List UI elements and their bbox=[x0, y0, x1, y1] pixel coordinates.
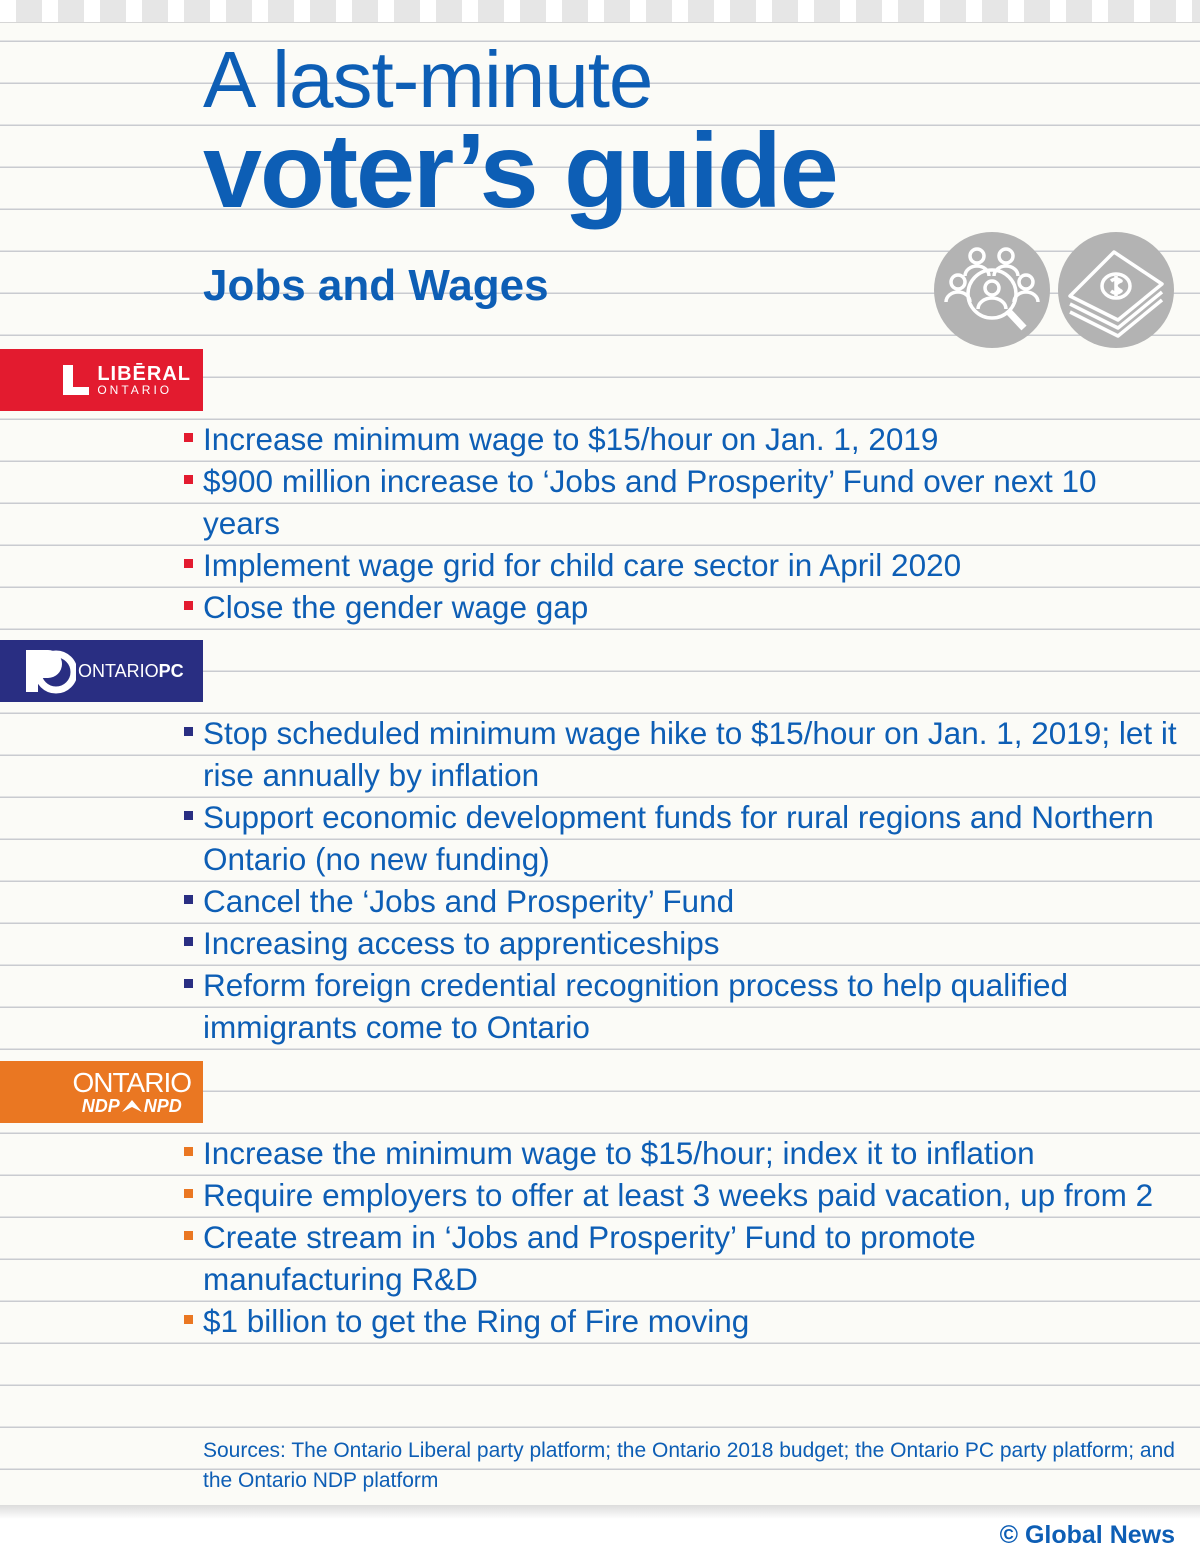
page-bottom-shadow bbox=[0, 1505, 1200, 1519]
list-item: Implement wage grid for child care sector in April 2020 bbox=[180, 544, 1180, 586]
list-item: Cancel the ‘Jobs and Prosperity’ Fund bbox=[180, 880, 1180, 922]
list-item: Reform foreign credential recognition process to help qualified immigrants come to Ontario bbox=[180, 964, 1180, 1048]
title-line-1: A last-minute bbox=[203, 35, 653, 124]
pc-points-list bbox=[180, 712, 1180, 1048]
section-subtitle: Jobs and Wages bbox=[203, 261, 549, 310]
pc-logo-icon bbox=[22, 646, 76, 696]
pc-logo-text-a: ONTARIO bbox=[78, 660, 159, 681]
ndp-logo-npd: NPD bbox=[143, 1096, 182, 1116]
list-item: Increase the minimum wage to $15/hour; index it to inflation bbox=[180, 1132, 1180, 1174]
list-item: Support economic development funds for rural regions and Northern Ontario (no new funding) bbox=[180, 796, 1180, 880]
list-item: $1 billion to get the Ring of Fire moving bbox=[180, 1300, 1180, 1342]
title-line-2: voter’s guide bbox=[203, 112, 837, 230]
list-item: Increase minimum wage to $15/hour on Jan. 1, 2019 bbox=[180, 418, 1180, 460]
notebook-binding-holes bbox=[0, 0, 1200, 23]
money-stack-icon bbox=[1058, 232, 1174, 348]
list-item: Increasing access to apprenticeships bbox=[180, 922, 1180, 964]
ndp-points-list bbox=[180, 1132, 1180, 1342]
credit-line: © Global News bbox=[999, 1521, 1175, 1549]
people-search-icon bbox=[934, 232, 1050, 348]
pc-logo-text-b: PC bbox=[158, 660, 184, 681]
sources-note: Sources: The Ontario Liberal party platform; the Ontario 2018 budget; the Ontario PC party platform; and the Ontario NDP platform bbox=[203, 1439, 1175, 1492]
ndp-arrow-icon bbox=[121, 1098, 143, 1114]
list-item: Require employers to offer at least 3 weeks paid vacation, up from 2 bbox=[180, 1174, 1180, 1216]
liberal-l-logo-icon bbox=[61, 363, 91, 397]
ndp-logo-ndp: NDP bbox=[81, 1096, 120, 1116]
ndp-logo-line1: ONTARIO bbox=[72, 1067, 191, 1098]
liberal-logo-sub: ONTARIO bbox=[97, 383, 173, 397]
liberal-points-list bbox=[180, 418, 1180, 628]
liberal-logo-main: LIBĒRAL bbox=[97, 363, 191, 385]
list-item: $900 million increase to ‘Jobs and Prosperity’ Fund over next 10 years bbox=[180, 460, 1180, 544]
liberal-party-logo-bar bbox=[0, 349, 203, 411]
ndp-party-logo-bar bbox=[0, 1061, 203, 1123]
pc-party-logo-bar bbox=[0, 640, 203, 702]
list-item: Create stream in ‘Jobs and Prosperity’ Fund to promote manufacturing R&D bbox=[180, 1216, 1180, 1300]
list-item: Stop scheduled minimum wage hike to $15/hour on Jan. 1, 2019; let it rise annually by inflation bbox=[180, 712, 1180, 796]
list-item: Close the gender wage gap bbox=[180, 586, 1180, 628]
